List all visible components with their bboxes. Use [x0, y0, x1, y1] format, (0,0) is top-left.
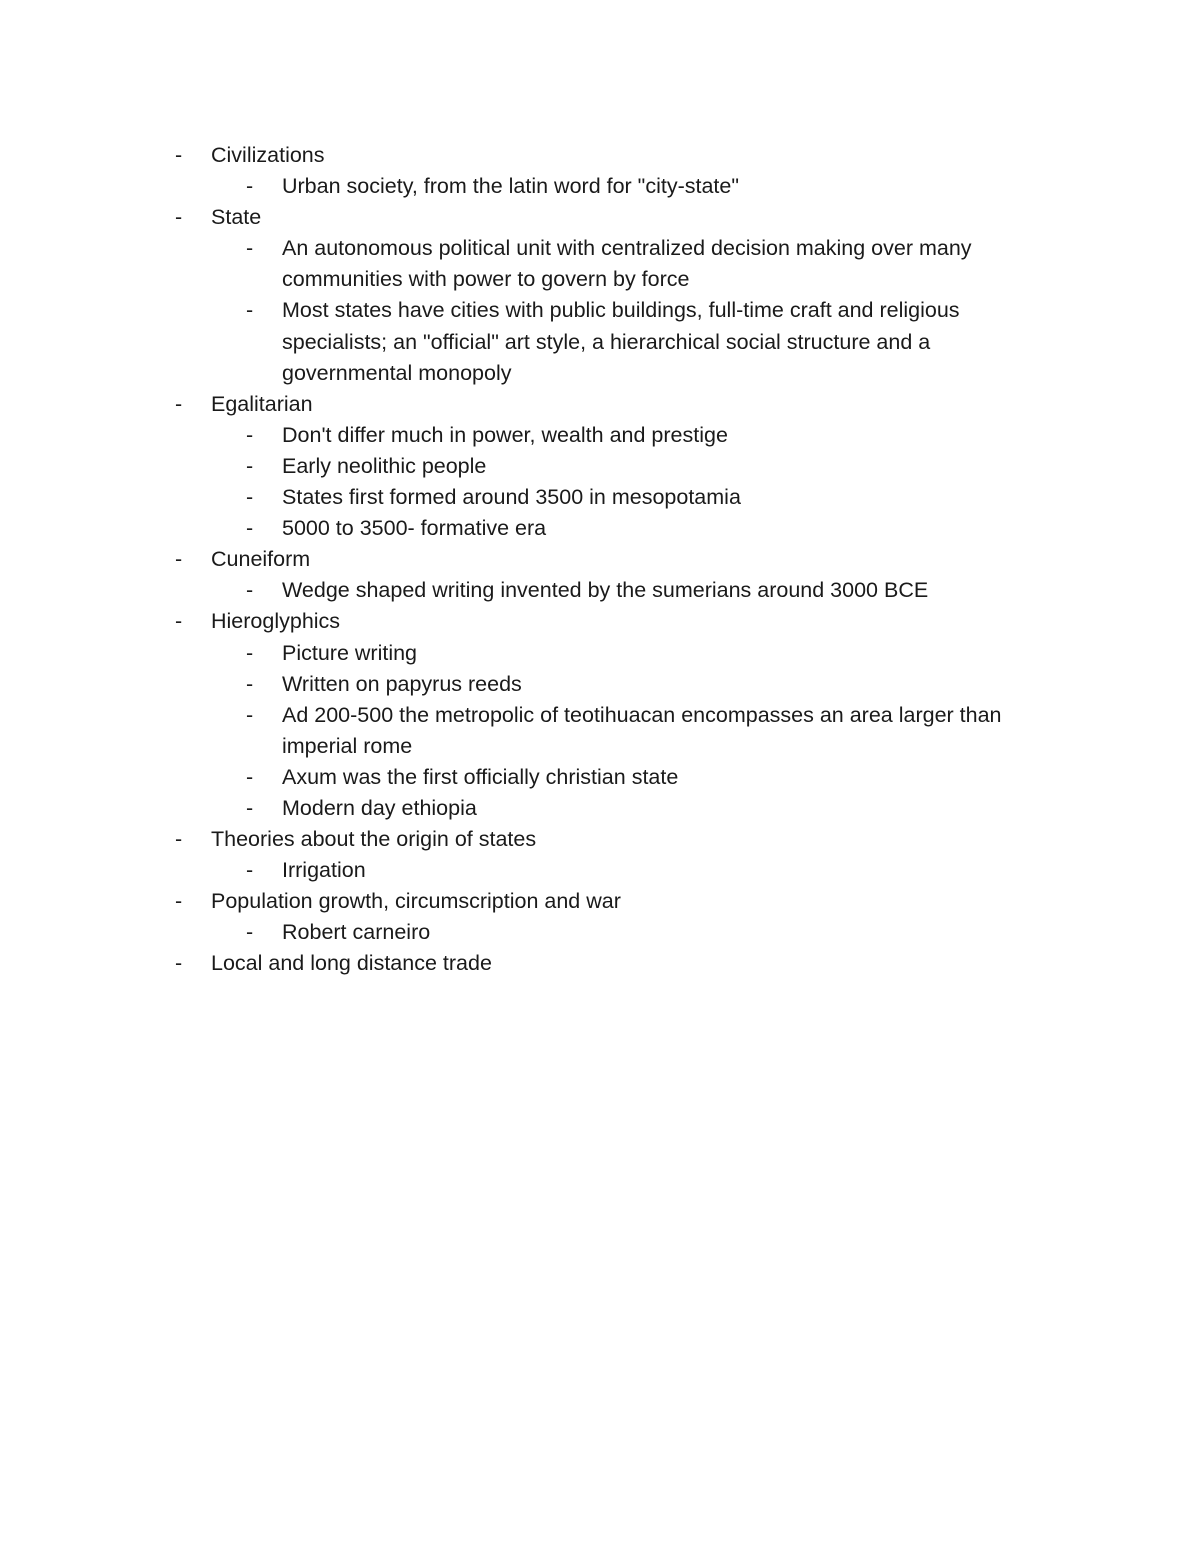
dash-bullet: - — [246, 422, 254, 447]
dash-bullet: - — [246, 578, 254, 603]
outline-item-text: Theories about the origin of states — [211, 827, 537, 852]
outline-item-text: Hieroglyphics — [211, 609, 341, 634]
dash-bullet: - — [246, 702, 254, 727]
outline-subitem-text: Ad 200-500 the metropolic of teotihuacan encompasses an area larger than imperial rome — [282, 702, 1002, 758]
outline-subitem-text: 5000 to 3500- formative era — [282, 516, 547, 541]
dash-bullet: - — [246, 920, 254, 945]
dash-bullet: - — [175, 609, 183, 634]
outline-subitem — [246, 700, 1055, 762]
dash-bullet: - — [246, 174, 254, 199]
outline-subitem — [246, 233, 1055, 295]
outline-item-text: Civilizations — [211, 143, 325, 167]
outline-item-text: Population growth, circumscription and war — [211, 889, 621, 914]
outline-subitem-text: Early neolithic people — [282, 453, 487, 478]
outline-subitem — [246, 638, 1055, 669]
outline-subitem-text: Modern day ethiopia — [282, 795, 477, 820]
outline-subitem — [246, 575, 1055, 606]
dash-bullet: - — [175, 889, 183, 914]
bullet-outline — [175, 140, 1055, 980]
outline-subitem-text: Robert carneiro — [282, 920, 431, 945]
outline-subitem — [246, 451, 1055, 482]
outline-subitem — [246, 171, 1055, 202]
outline-subitem — [246, 917, 1055, 948]
outline-item — [175, 606, 1055, 637]
outline-subitem-text: Irrigation — [282, 858, 366, 883]
outline-item — [175, 389, 1055, 420]
dash-bullet: - — [246, 516, 254, 541]
outline-item-text: Local and long distance trade — [211, 951, 492, 976]
dash-bullet: - — [246, 453, 254, 478]
outline-item — [175, 544, 1055, 575]
outline-subitem — [246, 762, 1055, 793]
outline-item-text: Cuneiform — [211, 547, 311, 572]
outline-subitem-text: Urban society, from the latin word for "city-state" — [282, 174, 739, 199]
dash-bullet: - — [246, 764, 254, 789]
dash-bullet: - — [175, 827, 183, 852]
dash-bullet: - — [246, 485, 254, 510]
outline-subitem-text: States first formed around 3500 in mesopotamia — [282, 485, 741, 510]
dash-bullet: - — [246, 298, 254, 323]
outline-item-text: Egalitarian — [211, 391, 313, 416]
outline-subitem — [246, 513, 1055, 544]
outline-item — [175, 824, 1055, 855]
outline-item — [175, 886, 1055, 917]
outline-subitem-text: An autonomous political unit with centralized decision making over many communities with power to govern by force — [282, 236, 972, 292]
dash-bullet: - — [175, 951, 183, 976]
outline-subitem — [246, 420, 1055, 451]
outline-subitem — [246, 669, 1055, 700]
outline-subitem-text: Picture writing — [282, 640, 418, 665]
dash-bullet: - — [246, 671, 254, 696]
outline-subitem-text: Written on papyrus reeds — [282, 671, 522, 696]
outline-item — [175, 948, 1055, 979]
outline-subitem-text: Axum was the first officially christian state — [282, 764, 679, 789]
dash-bullet: - — [175, 143, 183, 167]
dash-bullet: - — [175, 205, 183, 230]
outline-subitem-text: Don't differ much in power, wealth and prestige — [282, 422, 728, 447]
outline-subitem-text: Wedge shaped writing invented by the sumerians around 3000 BCE — [282, 578, 929, 603]
outline-subitem — [246, 295, 1055, 388]
outline-subitem — [246, 793, 1055, 824]
dash-bullet: - — [246, 858, 254, 883]
dash-bullet: - — [175, 391, 183, 416]
dash-bullet: - — [246, 236, 254, 261]
dash-bullet: - — [246, 640, 254, 665]
outline-subitem — [246, 482, 1055, 513]
outline-item — [175, 202, 1055, 233]
dash-bullet: - — [175, 547, 183, 572]
outline-subitem — [246, 855, 1055, 886]
outline-item-text: State — [211, 205, 262, 230]
outline-item — [175, 140, 1055, 171]
outline-subitem-text: Most states have cities with public buildings, full-time craft and religious specialists; an "official" art style, a hierarchical social structure and a governmental monopoly — [282, 298, 960, 385]
dash-bullet: - — [246, 795, 254, 820]
